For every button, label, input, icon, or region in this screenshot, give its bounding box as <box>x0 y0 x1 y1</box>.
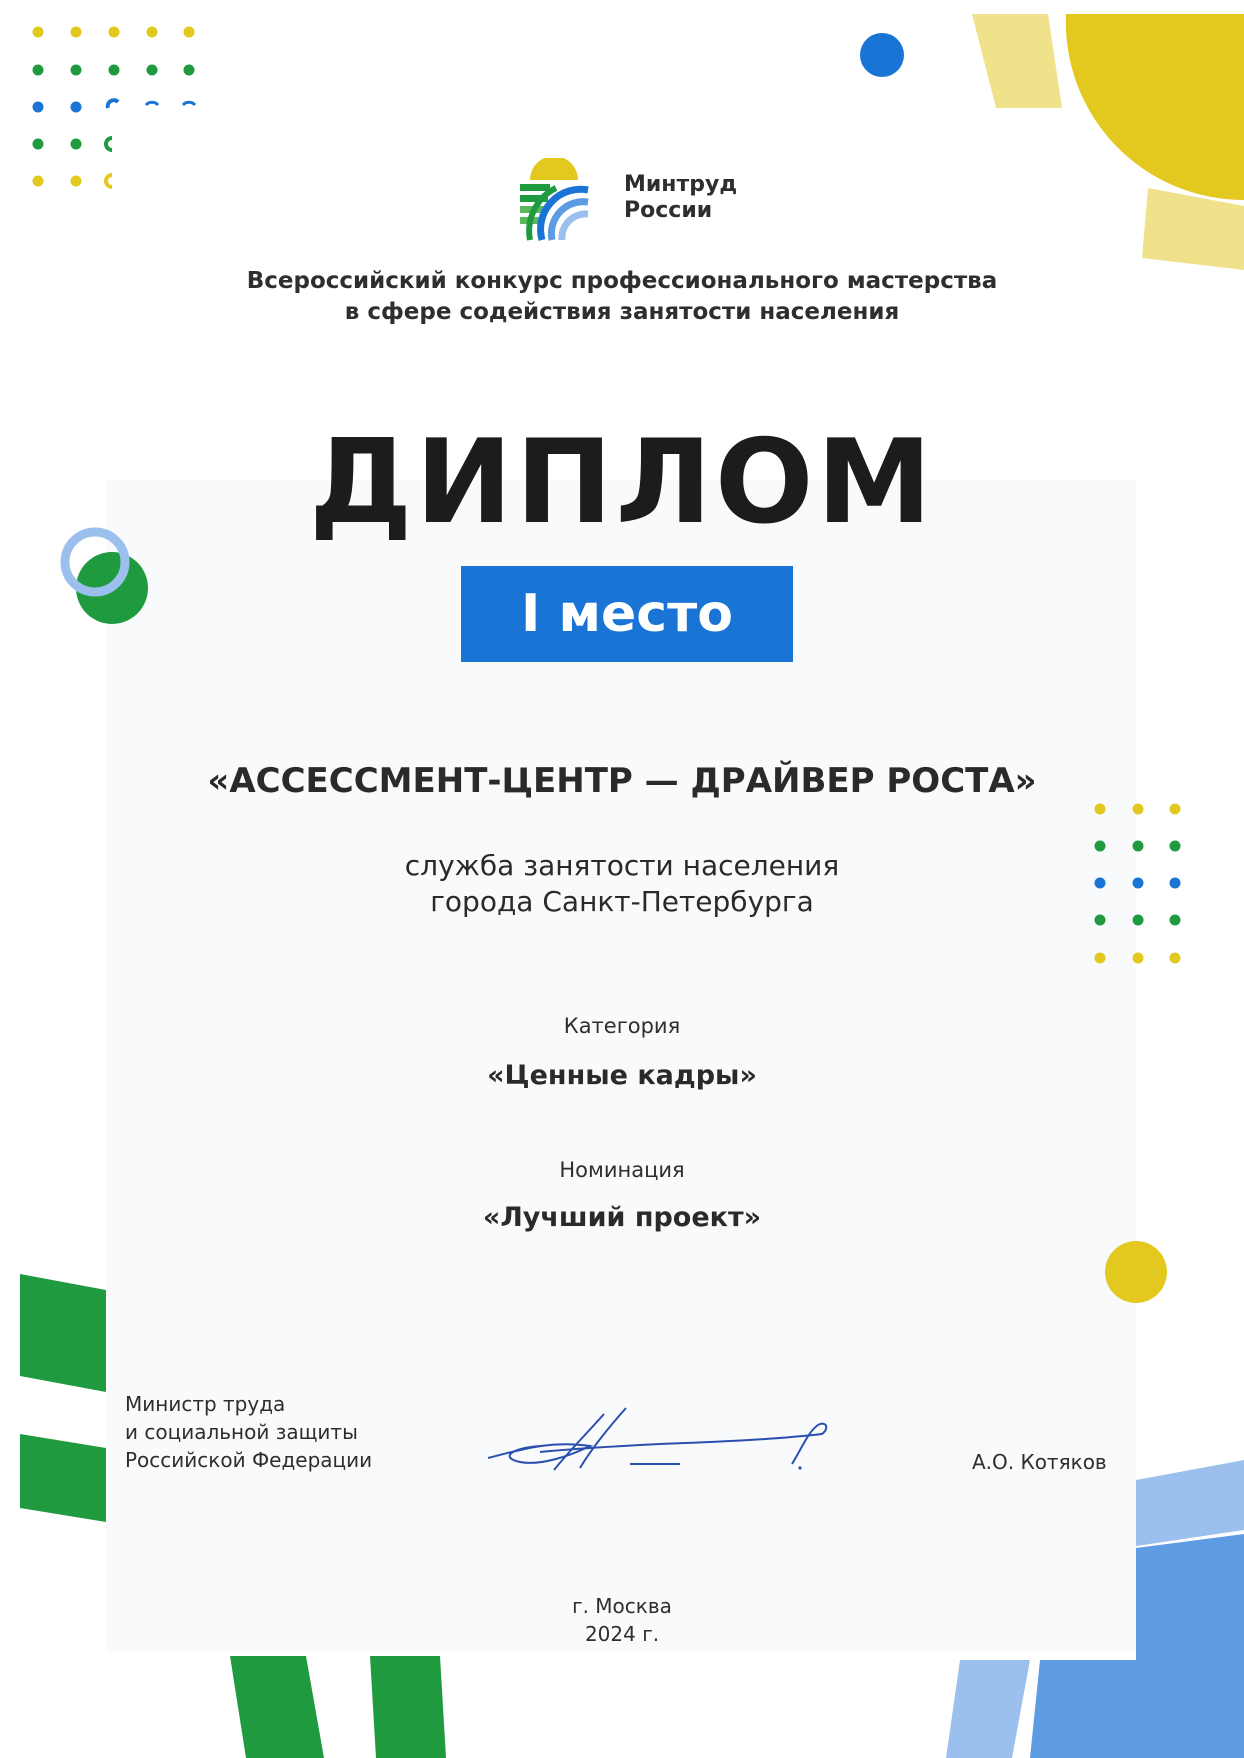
yellow-quarter-circle <box>1066 14 1244 200</box>
logo-line-2: России <box>624 198 713 223</box>
blue-stripe-right <box>1136 1460 1244 1546</box>
issue-place <box>0 1592 1244 1648</box>
logo-line-1: Минтруд <box>624 172 738 197</box>
signer-title-line-2: и социальной защиты <box>125 1420 358 1444</box>
issue-city: г. Москва <box>572 1594 672 1618</box>
contest-line-1: Всероссийский конкурс профессионального мастерства <box>246 268 998 294</box>
signer-title-line-3: Российской Федерации <box>125 1448 373 1472</box>
green-stripe-bottom-1 <box>230 1656 324 1758</box>
signer-title-line-1: Министр труда <box>125 1392 286 1416</box>
category-label: Категория <box>563 1014 681 1038</box>
project-title: «АССЕССМЕНТ-ЦЕНТР — ДРАЙВЕР РОСТА» <box>207 761 1037 801</box>
organization-name <box>0 848 1244 920</box>
yellow-stripe-top <box>972 14 1062 108</box>
yellow-dot-right <box>1105 1241 1167 1303</box>
yellow-stripe-right <box>1142 188 1244 270</box>
blue-block-bottom <box>1030 1660 1136 1758</box>
organization-line-1: служба занятости населения <box>404 849 840 882</box>
nomination-value: «Лучший проект» <box>482 1202 762 1233</box>
signer-name: А.О. Котяков <box>972 1450 1107 1474</box>
dot-grid-top-left <box>33 27 196 188</box>
blue-dot-top <box>860 33 904 77</box>
contest-line-2: в сфере содействия занятости населения <box>344 299 900 325</box>
category-value: «Ценные кадры» <box>487 1060 757 1091</box>
place-badge: I место <box>461 566 793 662</box>
blue-stripe-bottom <box>946 1660 1030 1758</box>
green-stripe-left-2 <box>20 1434 106 1522</box>
signer-title <box>125 1390 372 1474</box>
nomination-label: Номинация <box>559 1158 685 1182</box>
logo-text <box>624 172 737 224</box>
mintrud-logo-icon <box>516 158 592 242</box>
organization-line-2: города Санкт-Петербурга <box>430 885 814 918</box>
green-stripe-bottom-2 <box>370 1656 446 1758</box>
green-stripe-left-1 <box>20 1274 106 1392</box>
contest-name <box>0 266 1244 328</box>
issue-year: 2024 г. <box>584 1622 660 1646</box>
handwritten-signature <box>480 1400 840 1484</box>
diploma-title: ДИПЛОМ <box>309 415 935 550</box>
